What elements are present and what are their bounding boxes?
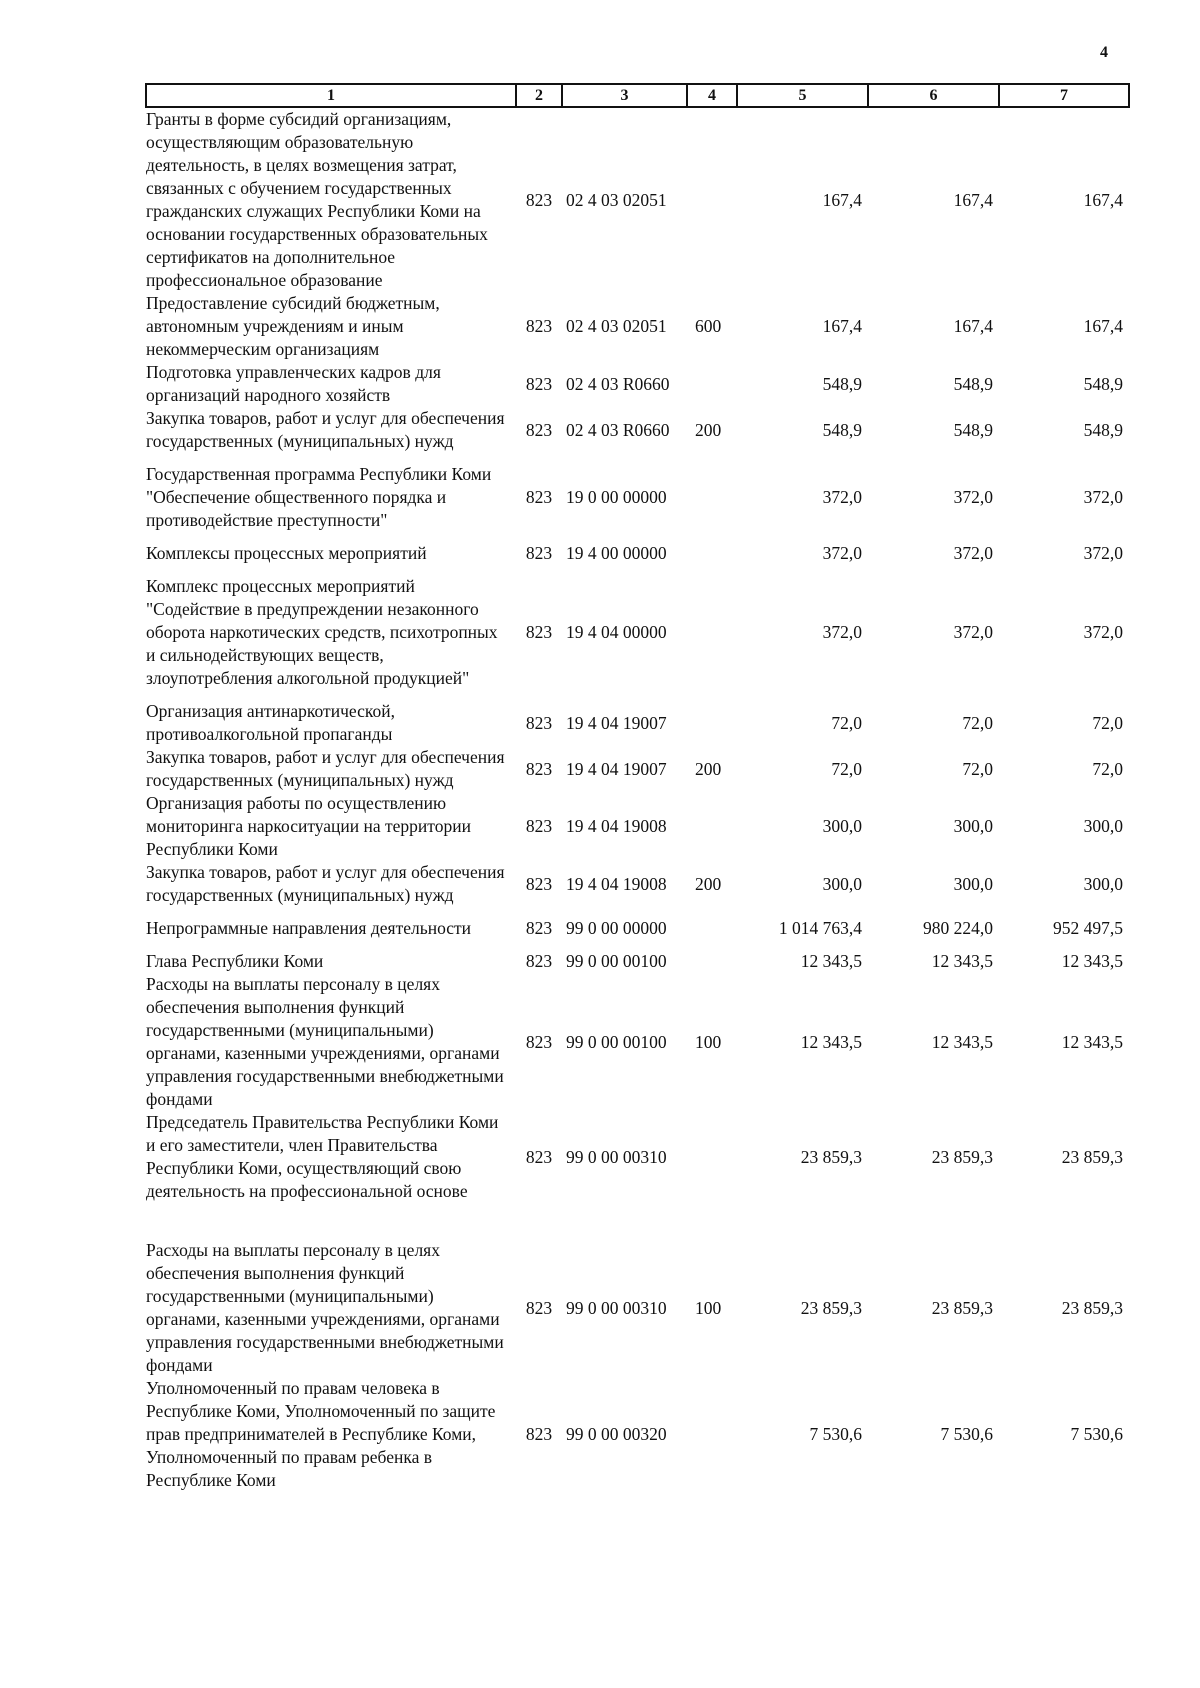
row-amount-col5: 167,4 (822, 316, 862, 336)
row-name: Расходы на выплаты персоналу в целях обеспечения выполнения функций государственными (муниципальными) органами, казенными учреждениями, органами управления государственными внебюджетными фондами (146, 1240, 504, 1375)
table-row (146, 973, 1129, 1111)
row-expense-type: 100 (695, 1297, 722, 1318)
row-amount-col6: 72,0 (962, 758, 993, 779)
row-name: Комплекс процессных мероприятий "Содействие в предупреждении незаконного оборота наркотических средств, психотропных и сильнодействующих веществ, злоупотребления алкогольной продукцией" (146, 576, 498, 688)
row-expense-type (687, 1377, 737, 1492)
row-amount-col6: 7 530,6 (940, 1424, 993, 1444)
row-amount-col6: 372,0 (953, 622, 993, 642)
row-name: Организация работы по осуществлению мониторинга наркоситуации на территории Республики Коми (146, 793, 471, 859)
row-amount-col5: 72,0 (831, 758, 862, 779)
row-amount-col5: 372,0 (822, 487, 862, 507)
header-row (146, 84, 1129, 107)
row-expense-type (687, 792, 737, 861)
row-amount-col5: 300,0 (822, 816, 862, 836)
row-amount-col5: 7 530,6 (809, 1424, 862, 1444)
row-target-article: 02 4 03 02051 (566, 189, 667, 210)
row-amount-col6: 167,4 (953, 316, 993, 336)
row-amount-col5: 372,0 (822, 543, 862, 563)
row-expense-type (687, 1111, 737, 1239)
row-expense-type (687, 361, 737, 407)
row-target-article: 99 0 00 00100 (566, 1031, 667, 1052)
row-amount-col6: 167,4 (953, 189, 993, 210)
table-row (146, 700, 1129, 746)
row-ministry: 823 (525, 1297, 553, 1318)
row-ministry: 823 (525, 419, 553, 440)
table-row (146, 1377, 1129, 1492)
row-ministry: 823 (525, 487, 553, 507)
row-ministry: 823 (525, 1031, 553, 1052)
row-expense-type (687, 700, 737, 746)
table-row (146, 1239, 1129, 1377)
row-name: Расходы на выплаты персоналу в целях обеспечения выполнения функций государственными (муниципальными) органами, казенными учреждениями, органами управления государственными внебюджетными фондами (146, 974, 504, 1109)
row-ministry: 823 (525, 373, 553, 394)
row-target-article: 19 0 00 00000 (566, 487, 667, 507)
row-target-article: 19 4 04 19008 (566, 816, 667, 836)
row-ministry: 823 (525, 543, 553, 563)
row-name: Непрограммные направления деятельности (146, 918, 472, 938)
row-name: Организация антинаркотической, противоалкогольной пропаганды (146, 701, 395, 744)
row-target-article: 19 4 04 19007 (566, 758, 667, 779)
row-amount-col5: 23 859,3 (800, 1146, 862, 1167)
row-ministry: 823 (525, 873, 553, 894)
row-ministry: 823 (525, 918, 553, 938)
row-target-article: 19 4 00 00000 (566, 543, 667, 563)
table-row (146, 575, 1129, 700)
row-ministry: 823 (525, 712, 553, 733)
table-row (146, 361, 1129, 407)
row-amount-col7: 167,4 (1083, 189, 1123, 210)
row-target-article: 02 4 03 02051 (566, 316, 667, 336)
row-amount-col7: 167,4 (1083, 316, 1123, 336)
header-col-7: 7 (999, 84, 1129, 107)
row-amount-col7: 952 497,5 (1053, 918, 1123, 938)
row-amount-col7: 372,0 (1083, 487, 1123, 507)
row-name: Подготовка управленческих кадров для организаций народного хозяйств (146, 362, 441, 405)
table-row (146, 917, 1129, 950)
row-ministry: 823 (525, 189, 553, 210)
row-name: Гранты в форме субсидий организациям, осуществляющим образовательную деятельность, в целях возмещения затрат, связанных с обучением государственных гражданских служащих Республики Коми на основании государственных образовательных сертификатов на дополнительное профессиональное образование (146, 109, 488, 290)
row-expense-type: 200 (695, 758, 722, 779)
row-amount-col6: 372,0 (953, 487, 993, 507)
row-amount-col7: 300,0 (1083, 873, 1123, 894)
row-target-article: 99 0 00 00000 (566, 918, 667, 938)
row-name: Государственная программа Республики Коми "Обеспечение общественного порядка и противодействие преступности" (146, 464, 492, 530)
table-row (146, 292, 1129, 361)
table-row (146, 792, 1129, 861)
row-amount-col5: 12 343,5 (800, 951, 862, 971)
row-expense-type (687, 107, 737, 292)
row-amount-col7: 23 859,3 (1061, 1297, 1123, 1318)
row-expense-type (687, 542, 737, 575)
row-name: Комплексы процессных мероприятий (146, 543, 427, 563)
row-amount-col6: 300,0 (953, 873, 993, 894)
table-row (146, 107, 1129, 292)
row-expense-type (687, 917, 737, 950)
row-target-article: 02 4 03 R0660 (566, 419, 670, 440)
header-col-5: 5 (737, 84, 868, 107)
budget-table (145, 83, 1130, 1492)
header-col-4: 4 (687, 84, 737, 107)
row-expense-type (687, 950, 737, 973)
row-amount-col7: 72,0 (1092, 758, 1123, 779)
row-amount-col7: 23 859,3 (1061, 1146, 1123, 1167)
row-name: Предоставление субсидий бюджетным, автономным учреждениям и иным некоммерческим организациям (146, 293, 440, 359)
row-amount-col7: 372,0 (1083, 622, 1123, 642)
row-amount-col6: 23 859,3 (931, 1146, 993, 1167)
row-target-article: 19 4 04 19007 (566, 712, 667, 733)
header-col-6: 6 (868, 84, 999, 107)
row-name: Уполномоченный по правам человека в Республике Коми, Уполномоченный по защите прав предпринимателей в Республике Коми, Уполномоченный по правам ребенка в Республике Коми (146, 1378, 496, 1490)
table-row (146, 542, 1129, 575)
row-amount-col6: 980 224,0 (923, 918, 993, 938)
row-amount-col5: 72,0 (831, 712, 862, 733)
row-expense-type: 600 (695, 316, 722, 336)
row-target-article: 19 4 04 19008 (566, 873, 667, 894)
row-amount-col5: 1 014 763,4 (778, 918, 862, 938)
row-amount-col5: 23 859,3 (800, 1297, 862, 1318)
row-name: Закупка товаров, работ и услуг для обеспечения государственных (муниципальных) нужд (146, 747, 505, 790)
row-amount-col6: 372,0 (953, 543, 993, 563)
row-amount-col7: 12 343,5 (1061, 1031, 1123, 1052)
row-ministry: 823 (525, 951, 553, 971)
row-ministry: 823 (525, 316, 553, 336)
table-row (146, 463, 1129, 542)
row-amount-col5: 372,0 (822, 622, 862, 642)
row-target-article: 99 0 00 00310 (566, 1297, 667, 1318)
row-amount-col6: 12 343,5 (931, 1031, 993, 1052)
row-amount-col7: 548,9 (1083, 419, 1123, 440)
table-row (146, 861, 1129, 917)
row-amount-col6: 72,0 (962, 712, 993, 733)
row-ministry: 823 (525, 758, 553, 779)
table-row (146, 746, 1129, 792)
row-amount-col6: 548,9 (953, 373, 993, 394)
row-amount-col7: 300,0 (1083, 816, 1123, 836)
table-row (146, 1111, 1129, 1239)
table-row (146, 950, 1129, 973)
row-expense-type: 100 (695, 1031, 722, 1052)
row-target-article: 19 4 04 00000 (566, 622, 667, 642)
row-ministry: 823 (525, 816, 553, 836)
row-name: Председатель Правительства Республики Коми и его заместители, член Правительства Республики Коми, осуществляющий свою деятельность на профессиональной основе (146, 1112, 499, 1201)
header-col-3: 3 (562, 84, 687, 107)
table-row (146, 407, 1129, 463)
header-col-1: 1 (146, 84, 516, 107)
page-number: 4 (1100, 44, 1108, 61)
row-target-article: 99 0 00 00100 (566, 951, 667, 971)
row-amount-col5: 12 343,5 (800, 1031, 862, 1052)
row-amount-col5: 167,4 (822, 189, 862, 210)
row-amount-col6: 548,9 (953, 419, 993, 440)
row-expense-type (687, 575, 737, 700)
row-expense-type: 200 (695, 419, 722, 440)
row-target-article: 02 4 03 R0660 (566, 373, 670, 394)
row-amount-col6: 300,0 (953, 816, 993, 836)
row-target-article: 99 0 00 00310 (566, 1146, 667, 1167)
row-expense-type: 200 (695, 873, 722, 894)
row-amount-col7: 7 530,6 (1070, 1424, 1123, 1444)
row-amount-col7: 12 343,5 (1061, 951, 1123, 971)
row-amount-col5: 548,9 (822, 419, 862, 440)
row-amount-col7: 72,0 (1092, 712, 1123, 733)
row-name: Закупка товаров, работ и услуг для обеспечения государственных (муниципальных) нужд (146, 862, 505, 905)
row-amount-col7: 372,0 (1083, 543, 1123, 563)
row-amount-col6: 12 343,5 (931, 951, 993, 971)
row-name: Закупка товаров, работ и услуг для обеспечения государственных (муниципальных) нужд (146, 408, 505, 451)
row-ministry: 823 (525, 622, 553, 642)
row-ministry: 823 (525, 1424, 553, 1444)
row-amount-col7: 548,9 (1083, 373, 1123, 394)
row-amount-col6: 23 859,3 (931, 1297, 993, 1318)
row-amount-col5: 548,9 (822, 373, 862, 394)
header-col-2: 2 (516, 84, 562, 107)
row-target-article: 99 0 00 00320 (566, 1424, 667, 1444)
row-expense-type (687, 463, 737, 542)
row-amount-col5: 300,0 (822, 873, 862, 894)
row-ministry: 823 (525, 1146, 553, 1167)
row-name: Глава Республики Коми (146, 951, 324, 971)
